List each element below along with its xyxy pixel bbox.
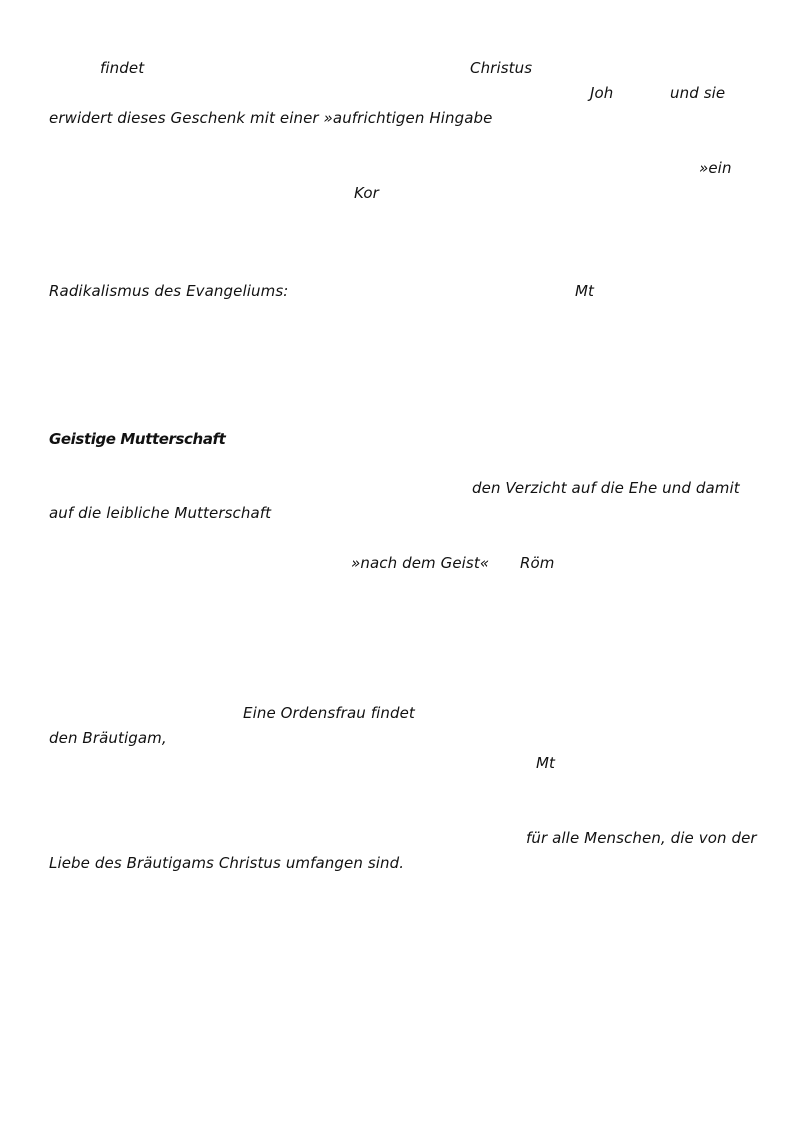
section-heading: Geistige Mutterschaft: [49, 430, 226, 448]
text-fragment: Röm: [520, 554, 555, 572]
text-fragment: Mt: [575, 282, 595, 300]
text-fragment: Radikalismus des Evangeliums:: [49, 282, 289, 300]
text-line: auf die leibliche Mutterschaft: [49, 504, 272, 522]
text-fragment: »ein: [699, 159, 732, 177]
text-fragment: Kor: [354, 184, 379, 202]
text-line: erwidert dieses Geschenk mit einer »aufrichtigen Hingabe: [49, 109, 493, 127]
text-fragment: findet: [100, 59, 145, 77]
text-line: Liebe des Bräutigams Christus umfangen sind.: [49, 854, 405, 872]
text-fragment: »nach dem Geist«: [351, 554, 490, 572]
text-fragment: und sie: [670, 84, 726, 102]
text-fragment: Joh: [590, 84, 614, 102]
text-fragment: Christus: [470, 59, 533, 77]
text-line: den Bräutigam,: [49, 729, 167, 747]
text-fragment: Eine Ordensfrau findet: [243, 704, 415, 722]
text-line: für alle Menschen, die von der: [526, 829, 757, 847]
text-line: den Verzicht auf die Ehe und damit: [472, 479, 740, 497]
text-fragment: Mt: [536, 754, 556, 772]
